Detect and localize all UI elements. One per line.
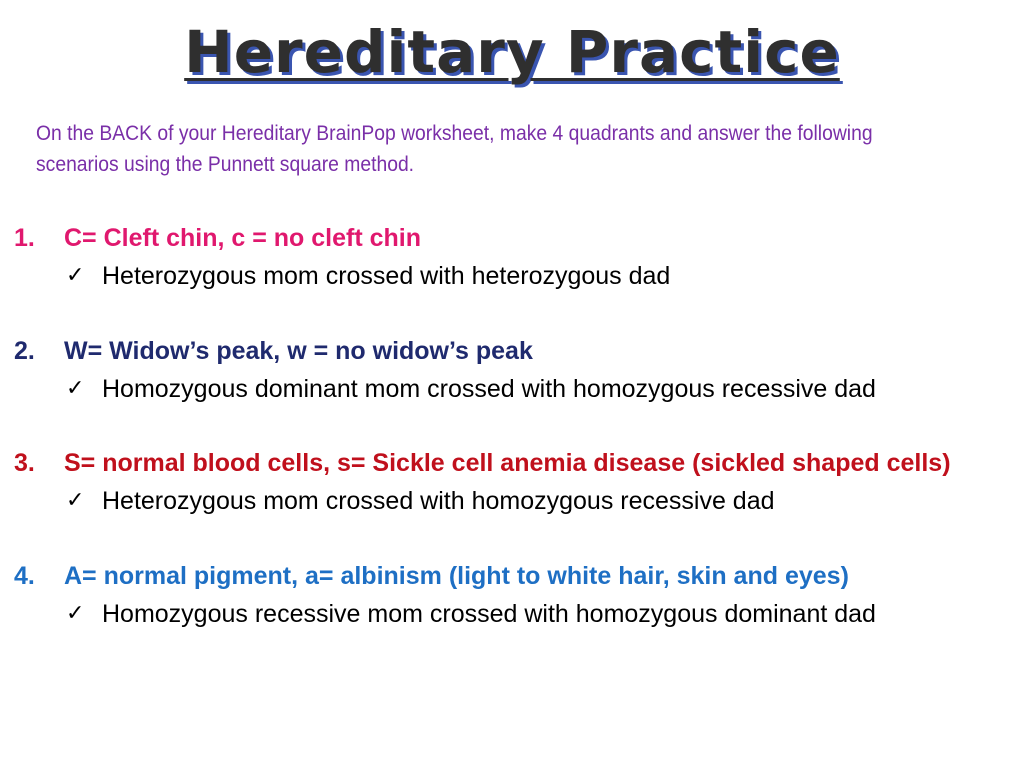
item-scenario: Homozygous recessive mom crossed with homozygous dominant dad (102, 600, 876, 628)
instructions-text: On the BACK of your Hereditary BrainPop worksheet, make 4 quadrants and answer the following scenarios using the Punnett square method. (36, 122, 873, 176)
item-scenario: Heterozygous mom crossed with heterozygous dad (102, 262, 671, 290)
item-heading: A= normal pigment, a= albinism (light to white hair, skin and eyes) (64, 562, 849, 590)
checkmark-icon: ✓ (66, 376, 85, 401)
item-scenario: Heterozygous mom crossed with homozygous recessive dad (102, 487, 775, 515)
item-scenario: Homozygous dominant mom crossed with homozygous recessive dad (102, 375, 876, 403)
checkmark-icon: ✓ (66, 263, 85, 288)
scenario-heading-row (0, 332, 1024, 370)
item-heading: S= normal blood cells, s= Sickle cell anemia disease (sickled shaped cells) (64, 449, 951, 477)
scenario-heading-row (0, 444, 1024, 482)
item-heading: C= Cleft chin, c = no cleft chin (64, 224, 422, 252)
checkmark-icon: ✓ (66, 488, 85, 513)
item-number: 1. (14, 224, 35, 252)
checkmark-icon: ✓ (66, 601, 85, 626)
scenario-sub-row (0, 370, 1024, 408)
item-number: 3. (14, 449, 35, 477)
scenario-sub-row (0, 595, 1024, 633)
scenario-item-2 (0, 332, 1024, 408)
scenario-sub-row (0, 257, 1024, 295)
item-number: 4. (14, 562, 35, 590)
scenario-heading-row (0, 557, 1024, 595)
item-heading: W= Widow’s peak, w = no widow’s peak (64, 337, 533, 365)
page-title: Hereditary Practice (184, 18, 840, 86)
scenario-item-3 (0, 444, 1024, 520)
scenario-item-1 (0, 219, 1024, 295)
item-number: 2. (14, 337, 35, 365)
scenario-sub-row (0, 482, 1024, 520)
scenario-item-4 (0, 557, 1024, 633)
scenario-heading-row (0, 219, 1024, 257)
